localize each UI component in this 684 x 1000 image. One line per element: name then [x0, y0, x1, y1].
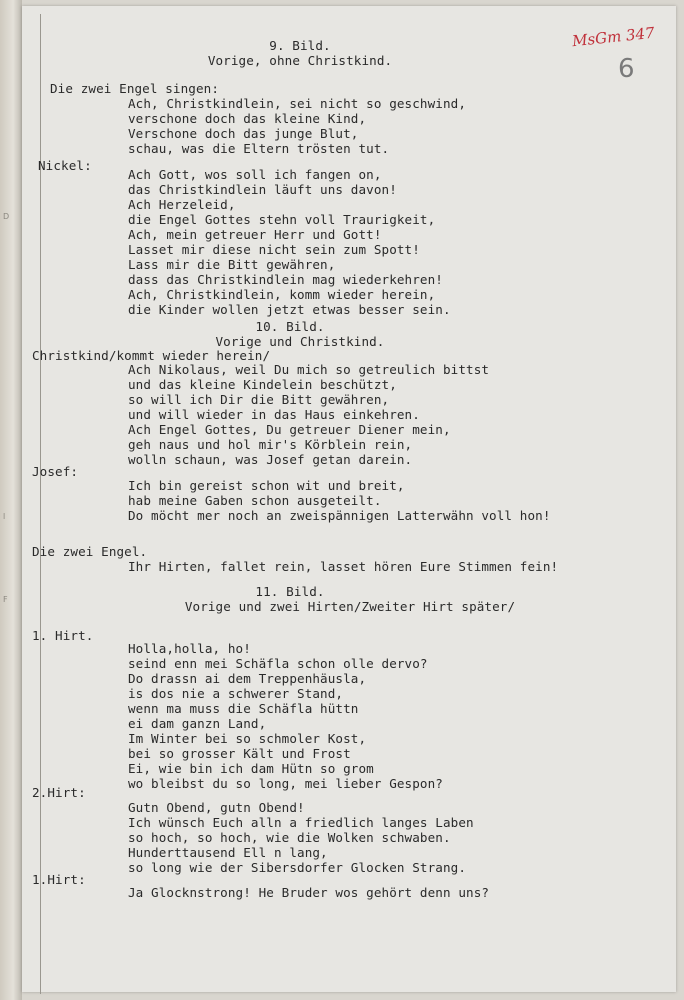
verse-line: die Engel Gottes stehn voll Traurigkeit,: [128, 212, 436, 227]
speaker-die-zwei-engel: Die zwei Engel singen:: [50, 81, 220, 96]
verse-line: Do möcht mer noch an zweispännigen Latterwähn voll hon!: [128, 508, 551, 523]
verse-line: Ach, Christkindlein, komm wieder herein,: [128, 287, 436, 302]
verse-line: Ei, wie bin ich dam Hütn so grom: [128, 761, 374, 776]
handwritten-page-number: 6: [618, 54, 635, 84]
verse-line: Lass mir die Bitt gewähren,: [128, 257, 336, 272]
verse-line: geh naus und hol mir's Körblein rein,: [128, 437, 413, 452]
verse-line: bei so grosser Kält und Frost: [128, 746, 351, 761]
verse-line: so will ich Dir die Bitt gewähren,: [128, 392, 390, 407]
verse-line: Hunderttausend Ell n lang,: [128, 845, 328, 860]
speaker-2-hirt: 2.Hirt:: [32, 785, 86, 800]
verse-line: Ja Glocknstrong! He Bruder wos gehört denn uns?: [128, 885, 490, 900]
verse-line: schau, was die Eltern trösten tut.: [128, 141, 390, 156]
edge-mark: F: [3, 595, 8, 604]
verse-line: Gutn Obend, gutn Obend!: [128, 800, 305, 815]
verse-line: verschone doch das kleine Kind,: [128, 111, 367, 126]
stage-direction-christkind: Christkind/kommt wieder herein/: [32, 348, 271, 363]
verse-line: is dos nie a schwerer Stand,: [128, 686, 344, 701]
verse-line: Im Winter bei so schmoler Kost,: [128, 731, 367, 746]
verse-line: Ich bin gereist schon wit und breit,: [128, 478, 405, 493]
scene11-heading: 11. Bild.: [255, 584, 325, 599]
speaker-1-hirt: 1.Hirt:: [32, 872, 86, 887]
binder-edge: [0, 0, 22, 1000]
verse-line: Ich wünsch Euch alln a friedlich langes Laben: [128, 815, 474, 830]
verse-line: so long wie der Sibersdorfer Glocken Strang.: [128, 860, 467, 875]
edge-mark: l: [3, 512, 6, 521]
speaker-die-zwei-engel: Die zwei Engel.: [32, 544, 148, 559]
verse-line: dass das Christkindlein mag wiederkehren!: [128, 272, 443, 287]
verse-line: Do drassn ai dem Treppenhäusla,: [128, 671, 367, 686]
scene9-subheading: Vorige, ohne Christkind.: [207, 53, 393, 68]
verse-line: Ach, Christkindlein, sei nicht so geschwind,: [128, 96, 467, 111]
scene11-subheading: Vorige und zwei Hirten/Zweiter Hirt später/: [184, 599, 516, 614]
edge-mark: D: [3, 212, 10, 221]
verse-line: die Kinder wollen jetzt etwas besser sein.: [128, 302, 451, 317]
scene10-subheading: Vorige und Christkind.: [215, 334, 385, 349]
verse-line: Ach Gott, wos soll ich fangen on,: [128, 167, 382, 182]
speaker-nickel: Nickel:: [38, 158, 92, 173]
verse-line: wenn ma muss die Schäfla hüttn: [128, 701, 359, 716]
verse-line: Ach Herzeleid,: [128, 197, 236, 212]
speaker-1-hirt: 1. Hirt.: [32, 628, 94, 643]
verse-line: Ach Nikolaus, weil Du mich so getreulich bittst: [128, 362, 490, 377]
verse-line: Holla,holla, ho!: [128, 641, 251, 656]
verse-line: Ach, mein getreuer Herr und Gott!: [128, 227, 382, 242]
verse-line: wo bleibst du so long, mei lieber Gespon?: [128, 776, 443, 791]
verse-line: so hoch, so hoch, wie die Wolken schwaben.: [128, 830, 451, 845]
verse-line: Lasset mir diese nicht sein zum Spott!: [128, 242, 420, 257]
verse-line: und das kleine Kindelein beschützt,: [128, 377, 397, 392]
handwritten-catalog-ref: MsGm 347: [571, 23, 656, 51]
scene9-heading: 9. Bild.: [269, 38, 331, 53]
verse-line: wolln schaun, was Josef getan darein.: [128, 452, 413, 467]
verse-line: Ach Engel Gottes, Du getreuer Diener mein,: [128, 422, 451, 437]
verse-line: das Christkindlein läuft uns davon!: [128, 182, 397, 197]
verse-line: und will wieder in das Haus einkehren.: [128, 407, 420, 422]
scene10-heading: 10. Bild.: [255, 319, 325, 334]
verse-line: ei dam ganzn Land,: [128, 716, 267, 731]
verse-line: Ihr Hirten, fallet rein, lasset hören Eure Stimmen fein!: [128, 559, 559, 574]
verse-line: Verschone doch das junge Blut,: [128, 126, 359, 141]
verse-line: seind enn mei Schäfla schon olle dervo?: [128, 656, 428, 671]
speaker-josef: Josef:: [32, 464, 79, 479]
verse-line: hab meine Gaben schon ausgeteilt.: [128, 493, 382, 508]
